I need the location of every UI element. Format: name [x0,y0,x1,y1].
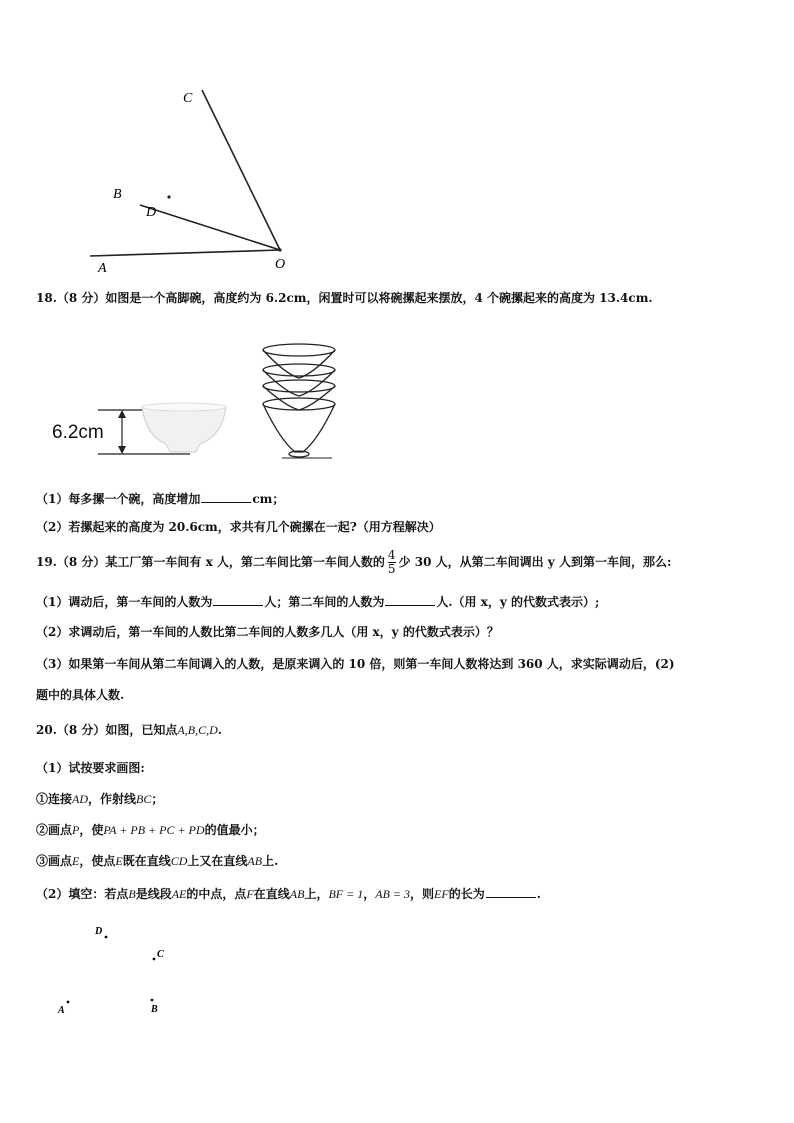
p2-mid1: 是线段 [135,887,172,901]
s3-mid2: 既在直线 [122,854,171,868]
p2-ab: AB [289,887,305,901]
point-b [151,999,154,1002]
p2-ae: AE [171,887,187,901]
label-a: A [98,261,107,276]
s3-cd: CD [170,854,188,868]
s3-mid1: ，使点 [79,854,116,868]
points-figure [40,915,220,1025]
point-d [105,936,108,939]
p2-pre: （2）填空：若点 [36,887,129,901]
arrow-up [118,410,126,418]
s2-mid: ，使 [79,823,104,837]
angle-figure [30,80,330,280]
ray-oa [90,250,280,256]
q20-step2 [36,822,265,838]
p2-mid2: 的中点，点 [186,887,247,901]
q20-part1: （1）试按要求画图: [36,761,145,775]
s3-pre: ③画点 [36,854,73,868]
ray-oc [202,90,280,250]
fraction-denominator: 5 [387,562,396,576]
point-c [153,958,156,961]
s1-post: ； [151,792,164,806]
p2-sep: ， [363,887,376,901]
bowl-rim [142,403,226,411]
q19-part1-c: 人.（用 x，y 的代数式表示）; [436,595,600,609]
q19-part1 [36,593,599,610]
q18-part1-unit: cm； [252,492,285,506]
p2-b: B [128,887,136,901]
q19-part1-a: （1）调动后，第一车间的人数为 [36,595,213,609]
p2-bf: BF = 1 [328,887,364,901]
answer-blank[interactable] [201,490,251,503]
label-d: D [146,205,157,220]
label-a: A [58,1005,65,1016]
label-b: B [151,1004,158,1015]
answer-blank[interactable] [486,885,536,898]
q20-stem [36,722,222,738]
q18-stem: 18.（8 分）如图是一个高脚碗，高度约为 6.2cm，闲置时可以将碗摞起来摆放，4 个碗摞起来的高度为 13.4cm. [36,291,653,305]
q19-part2: （2）求调动后，第一车间的人数比第二车间的人数多几人（用 x，y 的代数式表示）？ [36,625,499,639]
s3-e: E [72,854,80,868]
q20-step3 [36,853,278,869]
q19-stem [36,549,671,576]
p2-ef: EF [434,887,449,901]
answer-blank[interactable] [385,593,435,606]
height-label: 6.2cm [52,422,104,443]
q19-part3-line1: （3）如果第一车间从第二车间调入的人数，是原来调入的 10 倍，则第一车间人数将达到 360 人，求实际调动后，(2) [36,657,675,671]
bowl-figure [50,340,350,470]
p2-f: F [246,887,254,901]
q20-part2 [36,885,541,902]
stacked-bowls [263,344,335,457]
s3-e2: E [115,854,123,868]
q19-part1-b: 人；第二车间的人数为 [264,595,385,609]
s1-mid: ，作射线 [88,792,137,806]
answer-blank[interactable] [213,593,263,606]
s1-ad: AD [72,792,89,806]
arrow-down [118,446,126,454]
p2-post: 的长为 [448,887,485,901]
q19-part3-line2: 题中的具体人数. [36,688,125,702]
q20-points: A,B,C,D [177,723,218,737]
q19-stem-pre: 19.（8 分）某工厂第一车间有 x 人，第二车间比第一车间人数的 [36,555,385,569]
p2-mid5: ，则 [410,887,435,901]
p2-mid4: 上， [304,887,329,901]
q18-part1-text: （1）每多摞一个碗，高度增加 [36,492,201,506]
p2-mid3: 在直线 [253,887,290,901]
s2-expr: PA + PB + PC + PD [103,823,205,837]
s1-pre: ①连接 [36,792,73,806]
q18-part1 [36,490,284,507]
q19-stem-post: 少 30 人，从第二车间调出 y 人到第一车间，那么: [398,555,672,569]
point-o [278,248,281,251]
fraction-numerator: 4 [387,548,396,562]
p2-end: . [536,887,541,901]
s3-mid3: 上又在直线 [187,854,248,868]
point-a [67,1001,70,1004]
label-c: C [157,949,164,960]
s1-bc: BC [136,792,152,806]
label-o: O [275,257,286,272]
s3-ab: AB [247,854,263,868]
q18-part2: （2）若摞起来的高度为 20.6cm，求共有几个碗摞在一起?（用方程解决） [36,520,441,534]
s2-pre: ②画点 [36,823,73,837]
label-d: D [95,926,103,937]
q20-stem-pre: 20.（8 分）如图，已知点 [36,723,178,737]
q20-step1 [36,791,163,807]
s3-post: 上. [262,854,279,868]
ray-ob [140,205,280,250]
fraction-four-fifths [388,549,396,576]
point-d [167,195,170,198]
q20-stem-post: . [217,723,222,737]
s2-post: 的值最小； [204,823,265,837]
p2-ab3: AB = 3 [375,887,410,901]
s2-p: P [72,823,80,837]
label-b: B [113,187,122,202]
label-c: C [183,91,193,106]
